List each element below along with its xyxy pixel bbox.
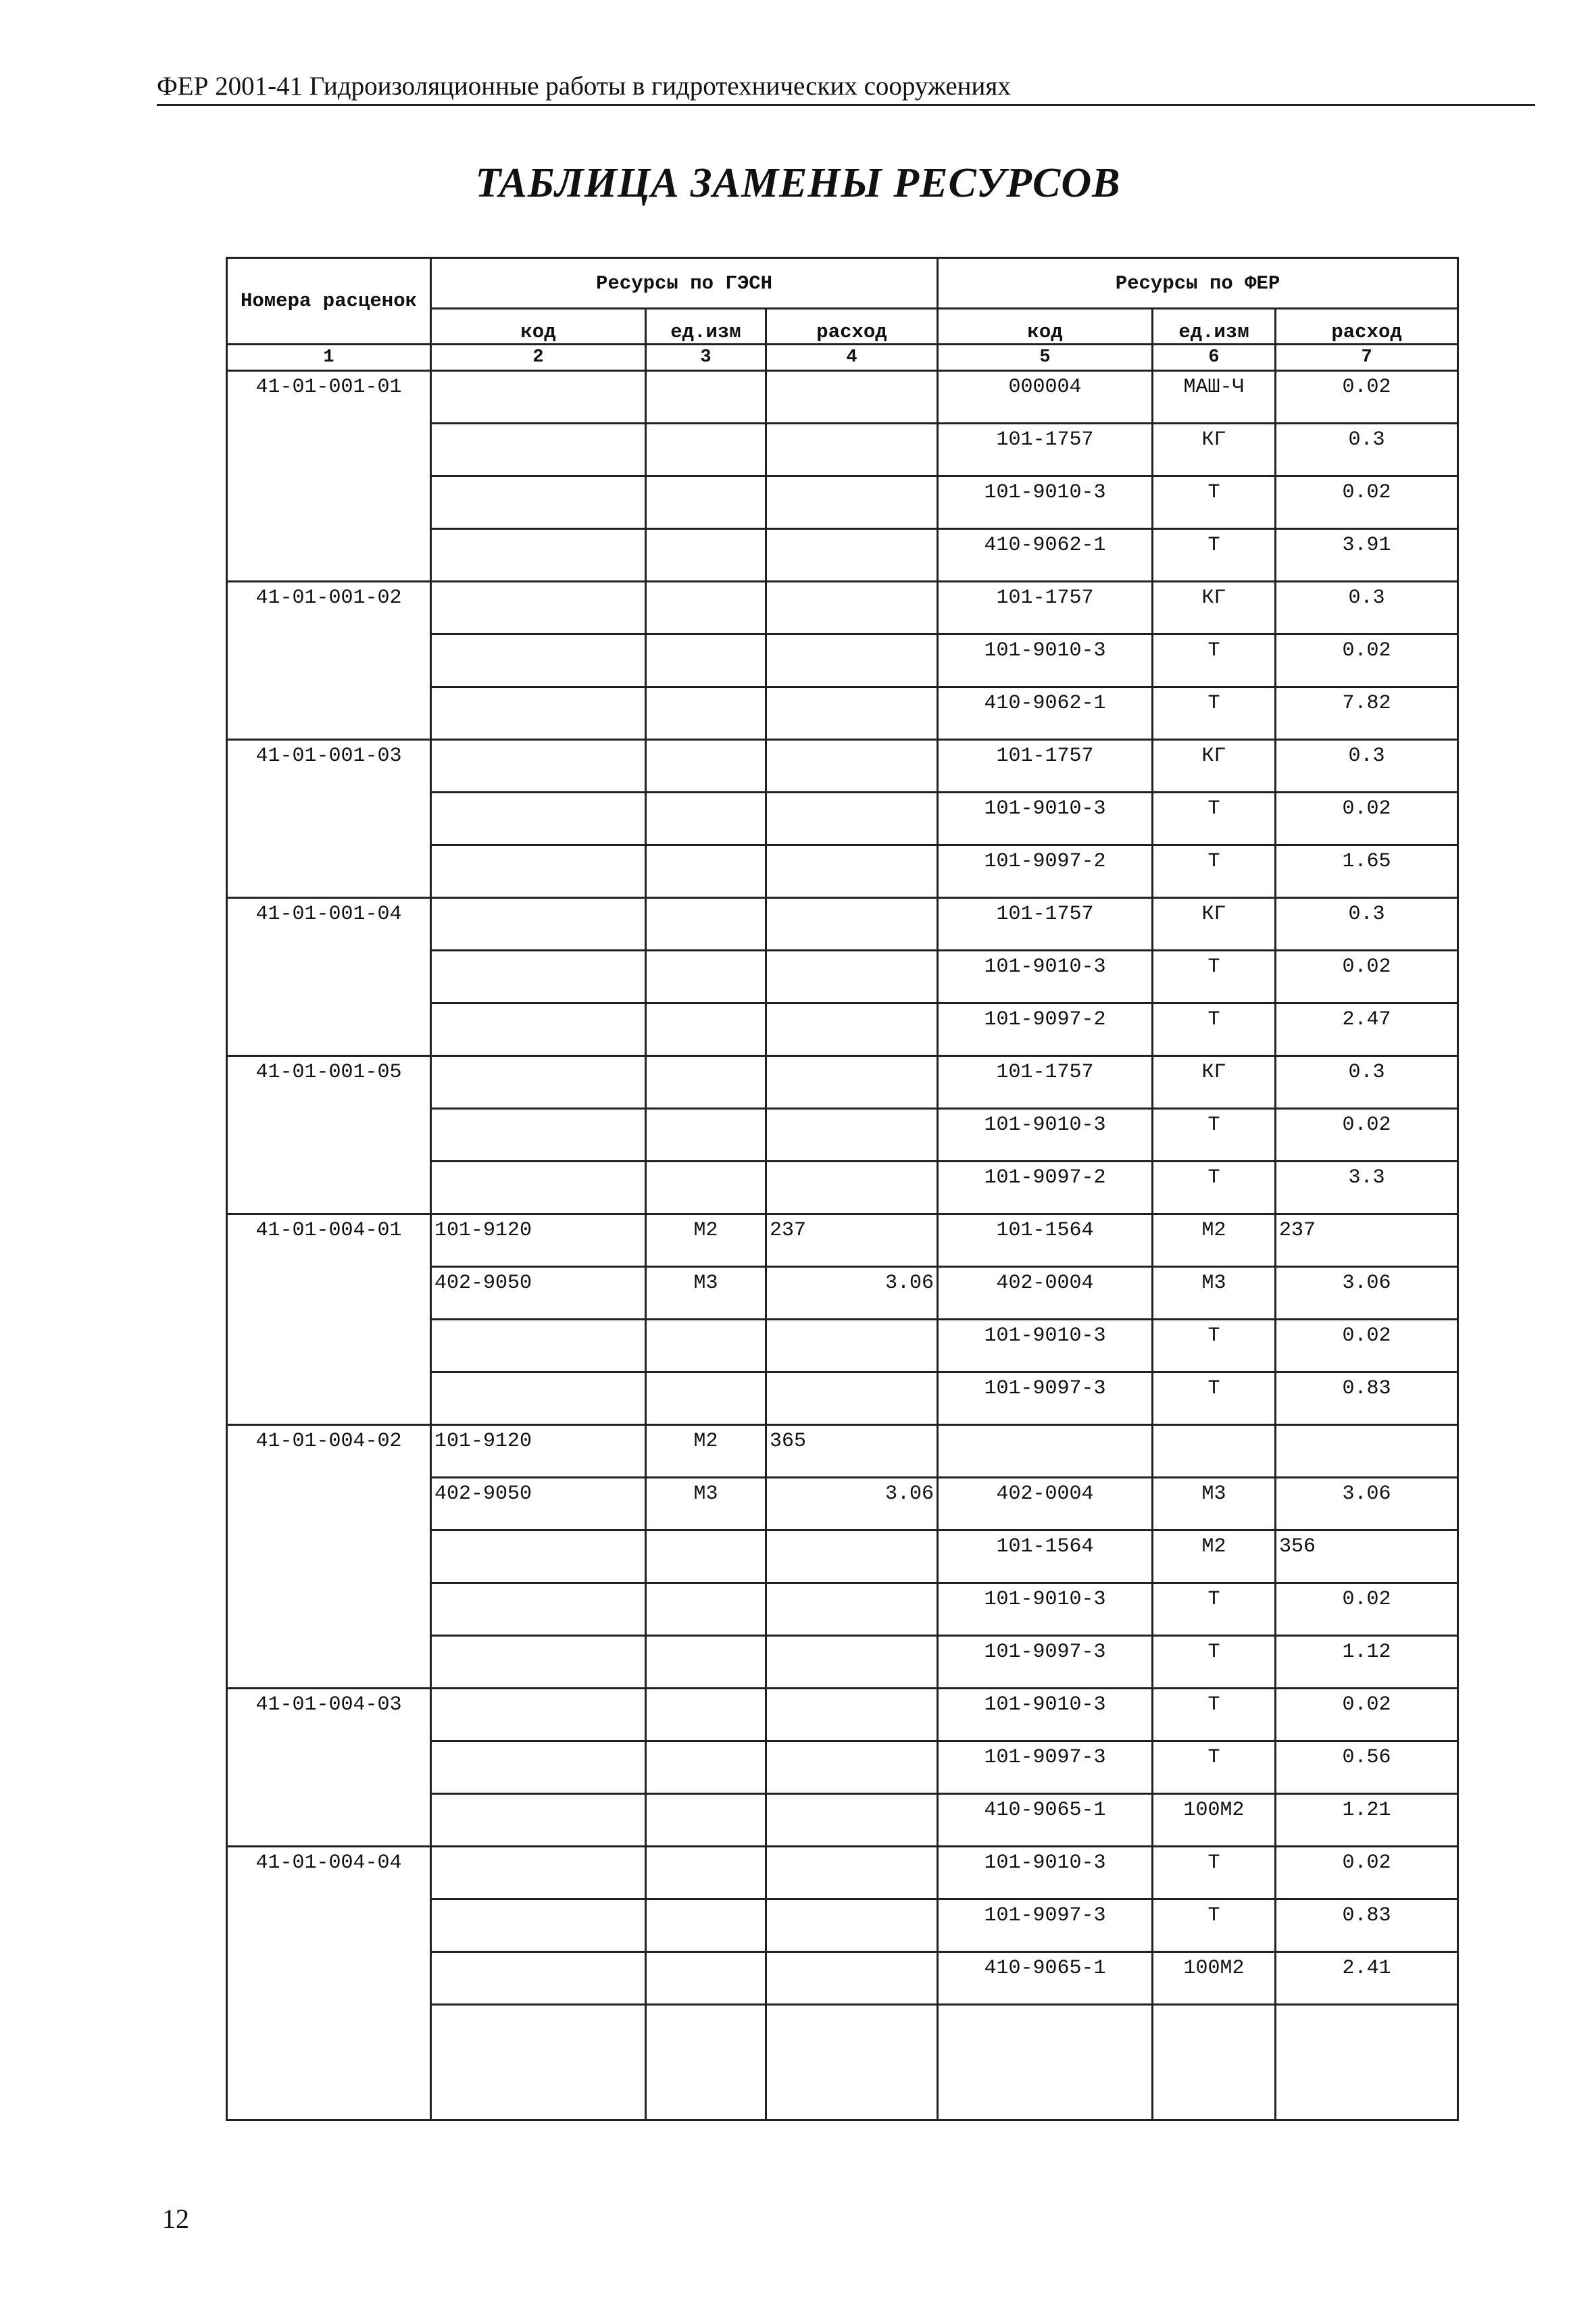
gesn-code-cell — [431, 793, 646, 845]
fer-unit-cell: Т — [1153, 687, 1276, 740]
fer-unit-cell: Т — [1153, 529, 1276, 582]
gesn-code-cell — [431, 687, 646, 740]
fer-qty-cell: 0.83 — [1276, 1899, 1458, 1952]
empty-cell — [938, 2005, 1153, 2120]
fer-code-cell: 410-9065-1 — [938, 1794, 1153, 1847]
gesn-code-cell — [431, 740, 646, 793]
gesn-qty-cell — [766, 1952, 938, 2005]
gesn-unit-cell: М3 — [646, 1267, 766, 1320]
fer-unit-cell: 100М2 — [1153, 1794, 1276, 1847]
column-number: 7 — [1276, 345, 1458, 371]
gesn-unit-cell — [646, 1003, 766, 1056]
gesn-unit-cell — [646, 1636, 766, 1689]
gesn-code-cell — [431, 1372, 646, 1425]
gesn-qty-cell — [766, 1583, 938, 1636]
gesn-qty-cell: 365 — [766, 1425, 938, 1478]
gesn-qty-cell: 3.06 — [766, 1478, 938, 1530]
fer-code-cell: 101-9010-3 — [938, 1689, 1153, 1741]
fer-unit-cell: КГ — [1153, 582, 1276, 634]
gesn-code-cell — [431, 1847, 646, 1899]
rate-numbers-header: Номера расценок — [227, 258, 431, 345]
running-header: ФЕР 2001-41 Гидроизоляционные работы в гидротехнических сооружениях — [157, 70, 1535, 106]
gesn-code-cell — [431, 582, 646, 634]
fer-qty-cell: 0.3 — [1276, 898, 1458, 951]
gesn-unit-cell — [646, 476, 766, 529]
gesn-qty-cell — [766, 634, 938, 687]
gesn-qty-cell — [766, 1320, 938, 1372]
fer-qty-cell: 237 — [1276, 1214, 1458, 1267]
empty-cell — [1276, 2005, 1458, 2120]
gesn-qty-cell — [766, 582, 938, 634]
table-row — [227, 1689, 1458, 1741]
fer-unit-cell: М3 — [1153, 1478, 1276, 1530]
fer-code-cell: 101-1757 — [938, 740, 1153, 793]
fer-unit-cell: Т — [1153, 476, 1276, 529]
gesn-code-cell — [431, 1162, 646, 1214]
gesn-unit-cell — [646, 1689, 766, 1741]
fer-unit-cell: М2 — [1153, 1214, 1276, 1267]
gesn-qty-cell — [766, 1794, 938, 1847]
gesn-qty-cell — [766, 687, 938, 740]
gesn-unit-cell — [646, 1847, 766, 1899]
fer-code-cell: 101-9010-3 — [938, 1320, 1153, 1372]
gesn-unit-cell: М2 — [646, 1425, 766, 1478]
fer-unit-cell — [1153, 1425, 1276, 1478]
gesn-code-cell — [431, 1056, 646, 1109]
gesn-unit-cell — [646, 582, 766, 634]
fer-code-cell: 101-1757 — [938, 582, 1153, 634]
fer-code-cell: 101-9097-2 — [938, 845, 1153, 898]
gesn-code-cell: 101-9120 — [431, 1425, 646, 1478]
gesn-qty-cell — [766, 1109, 938, 1162]
page-number: 12 — [162, 2204, 189, 2234]
fer-qty-header: расход — [1276, 309, 1458, 345]
gesn-unit-cell — [646, 371, 766, 424]
fer-unit-cell: Т — [1153, 1583, 1276, 1636]
gesn-qty-cell — [766, 1372, 938, 1425]
gesn-code-cell — [431, 424, 646, 476]
gesn-unit-cell — [646, 687, 766, 740]
gesn-unit-cell — [646, 1162, 766, 1214]
empty-cell — [646, 2005, 766, 2120]
gesn-unit-cell — [646, 1741, 766, 1794]
gesn-unit-cell — [646, 634, 766, 687]
fer-code-cell: 101-1757 — [938, 898, 1153, 951]
fer-unit-cell: Т — [1153, 1899, 1276, 1952]
gesn-unit-cell — [646, 951, 766, 1003]
gesn-unit-cell — [646, 529, 766, 582]
gesn-qty-cell — [766, 1003, 938, 1056]
gesn-code-cell — [431, 371, 646, 424]
gesn-qty-cell: 3.06 — [766, 1267, 938, 1320]
fer-qty-cell: 0.02 — [1276, 476, 1458, 529]
gesn-unit-header: ед.изм — [646, 309, 766, 345]
page-title: ТАБЛИЦА ЗАМЕНЫ РЕСУРСОВ — [475, 160, 1121, 206]
empty-cell — [766, 2005, 938, 2120]
gesn-unit-cell — [646, 1320, 766, 1372]
gesn-qty-cell — [766, 1636, 938, 1689]
fer-qty-cell: 0.02 — [1276, 1847, 1458, 1899]
gesn-code-cell — [431, 1636, 646, 1689]
empty-cell — [431, 2005, 646, 2120]
fer-unit-cell: 100М2 — [1153, 1952, 1276, 2005]
gesn-unit-cell — [646, 898, 766, 951]
gesn-qty-cell — [766, 1741, 938, 1794]
resource-replacement-table — [226, 257, 1459, 2121]
column-number: 2 — [431, 345, 646, 371]
fer-qty-cell: 0.3 — [1276, 582, 1458, 634]
gesn-unit-cell — [646, 1899, 766, 1952]
fer-unit-cell: Т — [1153, 951, 1276, 1003]
gesn-code-cell — [431, 1003, 646, 1056]
table-row — [227, 740, 1458, 793]
fer-qty-cell: 2.47 — [1276, 1003, 1458, 1056]
fer-qty-cell: 3.91 — [1276, 529, 1458, 582]
column-number: 3 — [646, 345, 766, 371]
gesn-unit-cell — [646, 1530, 766, 1583]
rate-number-cell: 41-01-004-01 — [227, 1214, 431, 1425]
fer-code-cell: 101-9097-3 — [938, 1636, 1153, 1689]
fer-unit-cell: Т — [1153, 1320, 1276, 1372]
gesn-code-cell — [431, 529, 646, 582]
fer-unit-cell: Т — [1153, 1689, 1276, 1741]
gesn-qty-cell — [766, 898, 938, 951]
gesn-qty-cell — [766, 1530, 938, 1583]
fer-code-cell: 410-9065-1 — [938, 1952, 1153, 2005]
fer-unit-cell: Т — [1153, 1162, 1276, 1214]
fer-unit-cell: Т — [1153, 1003, 1276, 1056]
fer-qty-cell: 1.12 — [1276, 1636, 1458, 1689]
fer-code-cell: 101-1564 — [938, 1530, 1153, 1583]
gesn-code-cell — [431, 1583, 646, 1636]
gesn-code-cell — [431, 1952, 646, 2005]
fer-qty-cell: 0.02 — [1276, 951, 1458, 1003]
gesn-code-cell — [431, 1109, 646, 1162]
fer-qty-cell: 1.21 — [1276, 1794, 1458, 1847]
fer-unit-cell: Т — [1153, 1109, 1276, 1162]
empty-cell — [1153, 2005, 1276, 2120]
fer-code-cell: 101-9097-3 — [938, 1372, 1153, 1425]
fer-code-cell: 101-9010-3 — [938, 476, 1153, 529]
table-row — [227, 1056, 1458, 1109]
fer-qty-cell: 0.02 — [1276, 1689, 1458, 1741]
fer-code-cell: 410-9062-1 — [938, 687, 1153, 740]
fer-code-cell: 000004 — [938, 371, 1153, 424]
gesn-unit-cell — [646, 1109, 766, 1162]
gesn-unit-cell — [646, 845, 766, 898]
fer-qty-cell: 3.06 — [1276, 1478, 1458, 1530]
fer-unit-cell: Т — [1153, 845, 1276, 898]
fer-code-cell: 402-0004 — [938, 1267, 1153, 1320]
fer-unit-cell: МАШ-Ч — [1153, 371, 1276, 424]
gesn-code-cell — [431, 898, 646, 951]
gesn-unit-cell: М3 — [646, 1478, 766, 1530]
table-row — [227, 1425, 1458, 1478]
gesn-code-cell: 101-9120 — [431, 1214, 646, 1267]
fer-qty-cell: 0.02 — [1276, 1109, 1458, 1162]
fer-unit-cell: КГ — [1153, 898, 1276, 951]
gesn-qty-cell — [766, 529, 938, 582]
gesn-unit-cell — [646, 1794, 766, 1847]
gesn-qty-cell — [766, 1056, 938, 1109]
fer-qty-cell — [1276, 1425, 1458, 1478]
fer-unit-cell: М3 — [1153, 1267, 1276, 1320]
fer-qty-cell: 1.65 — [1276, 845, 1458, 898]
fer-unit-cell: Т — [1153, 1741, 1276, 1794]
rate-number-cell: 41-01-001-03 — [227, 740, 431, 898]
gesn-qty-header: расход — [766, 309, 938, 345]
gesn-qty-cell — [766, 371, 938, 424]
fer-qty-cell: 356 — [1276, 1530, 1458, 1583]
gesn-code-cell — [431, 476, 646, 529]
gesn-qty-cell — [766, 1689, 938, 1741]
fer-qty-cell: 0.02 — [1276, 634, 1458, 687]
table-body — [227, 371, 1458, 2120]
table-row — [227, 1847, 1458, 1899]
table-row — [227, 371, 1458, 424]
gesn-code-cell: 402-9050 — [431, 1267, 646, 1320]
fer-qty-cell: 2.41 — [1276, 1952, 1458, 2005]
fer-qty-cell: 0.02 — [1276, 793, 1458, 845]
fer-code-cell: 101-9010-3 — [938, 1847, 1153, 1899]
fer-unit-cell: Т — [1153, 1372, 1276, 1425]
fer-unit-cell: КГ — [1153, 740, 1276, 793]
fer-code-cell: 101-1757 — [938, 424, 1153, 476]
gesn-code-cell — [431, 1899, 646, 1952]
fer-code-cell: 101-1757 — [938, 1056, 1153, 1109]
rate-number-cell: 41-01-001-01 — [227, 371, 431, 582]
fer-code-cell — [938, 1425, 1153, 1478]
fer-qty-cell: 0.83 — [1276, 1372, 1458, 1425]
gesn-qty-cell — [766, 740, 938, 793]
fer-qty-cell: 0.56 — [1276, 1741, 1458, 1794]
gesn-code-cell — [431, 845, 646, 898]
gesn-unit-cell — [646, 740, 766, 793]
gesn-qty-cell — [766, 1899, 938, 1952]
gesn-code-cell — [431, 1741, 646, 1794]
fer-code-cell: 101-9097-2 — [938, 1003, 1153, 1056]
table-row — [227, 582, 1458, 634]
fer-code-cell: 101-9097-3 — [938, 1899, 1153, 1952]
gesn-qty-cell — [766, 476, 938, 529]
gesn-unit-cell: М2 — [646, 1214, 766, 1267]
gesn-qty-cell — [766, 1847, 938, 1899]
gesn-unit-cell — [646, 424, 766, 476]
gesn-qty-cell — [766, 951, 938, 1003]
gesn-code-cell — [431, 1689, 646, 1741]
column-number: 1 — [227, 345, 431, 371]
gesn-unit-cell — [646, 1952, 766, 2005]
fer-code-cell: 101-9010-3 — [938, 793, 1153, 845]
fer-code-header: код — [938, 309, 1153, 345]
gesn-qty-cell — [766, 793, 938, 845]
rate-number-cell: 41-01-001-02 — [227, 582, 431, 740]
column-number: 4 — [766, 345, 938, 371]
fer-qty-cell: 3.06 — [1276, 1267, 1458, 1320]
fer-qty-cell: 0.3 — [1276, 1056, 1458, 1109]
fer-qty-cell: 0.02 — [1276, 1583, 1458, 1636]
gesn-code-cell — [431, 1530, 646, 1583]
rate-number-cell: 41-01-004-03 — [227, 1689, 431, 1847]
gesn-code-cell — [431, 951, 646, 1003]
fer-qty-cell: 3.3 — [1276, 1162, 1458, 1214]
rate-number-cell: 41-01-004-02 — [227, 1425, 431, 1689]
rate-number-cell: 41-01-001-04 — [227, 898, 431, 1056]
fer-code-cell: 101-9010-3 — [938, 1583, 1153, 1636]
rate-number-cell: 41-01-001-05 — [227, 1056, 431, 1214]
gesn-unit-cell — [646, 1056, 766, 1109]
fer-unit-header: ед.изм — [1153, 309, 1276, 345]
fer-qty-cell: 7.82 — [1276, 687, 1458, 740]
fer-unit-cell: КГ — [1153, 1056, 1276, 1109]
gesn-code-cell: 402-9050 — [431, 1478, 646, 1530]
fer-qty-cell: 0.3 — [1276, 424, 1458, 476]
fer-code-cell: 101-9097-2 — [938, 1162, 1153, 1214]
column-number: 6 — [1153, 345, 1276, 371]
column-number: 5 — [938, 345, 1153, 371]
gesn-qty-cell — [766, 845, 938, 898]
rate-number-cell: 41-01-004-04 — [227, 1847, 431, 2120]
gesn-qty-cell — [766, 1162, 938, 1214]
gesn-resources-header: Ресурсы по ГЭСН — [431, 258, 938, 309]
fer-code-cell: 101-9097-3 — [938, 1741, 1153, 1794]
fer-qty-cell: 0.02 — [1276, 371, 1458, 424]
gesn-qty-cell — [766, 424, 938, 476]
fer-code-cell: 101-9010-3 — [938, 951, 1153, 1003]
fer-code-cell: 410-9062-1 — [938, 529, 1153, 582]
gesn-code-cell — [431, 1320, 646, 1372]
table-row — [227, 898, 1458, 951]
fer-unit-cell: Т — [1153, 634, 1276, 687]
fer-qty-cell: 0.02 — [1276, 1320, 1458, 1372]
gesn-code-cell — [431, 1794, 646, 1847]
fer-code-cell: 101-9010-3 — [938, 634, 1153, 687]
fer-unit-cell: М2 — [1153, 1530, 1276, 1583]
fer-resources-header: Ресурсы по ФЕР — [938, 258, 1458, 309]
fer-qty-cell: 0.3 — [1276, 740, 1458, 793]
fer-code-cell: 101-9010-3 — [938, 1109, 1153, 1162]
fer-code-cell: 101-1564 — [938, 1214, 1153, 1267]
gesn-qty-cell: 237 — [766, 1214, 938, 1267]
gesn-unit-cell — [646, 1372, 766, 1425]
table-row — [227, 1214, 1458, 1267]
fer-unit-cell: Т — [1153, 1847, 1276, 1899]
gesn-code-cell — [431, 634, 646, 687]
gesn-unit-cell — [646, 1583, 766, 1636]
fer-unit-cell: КГ — [1153, 424, 1276, 476]
gesn-code-header: код — [431, 309, 646, 345]
fer-unit-cell: Т — [1153, 793, 1276, 845]
gesn-unit-cell — [646, 793, 766, 845]
fer-code-cell: 402-0004 — [938, 1478, 1153, 1530]
fer-unit-cell: Т — [1153, 1636, 1276, 1689]
